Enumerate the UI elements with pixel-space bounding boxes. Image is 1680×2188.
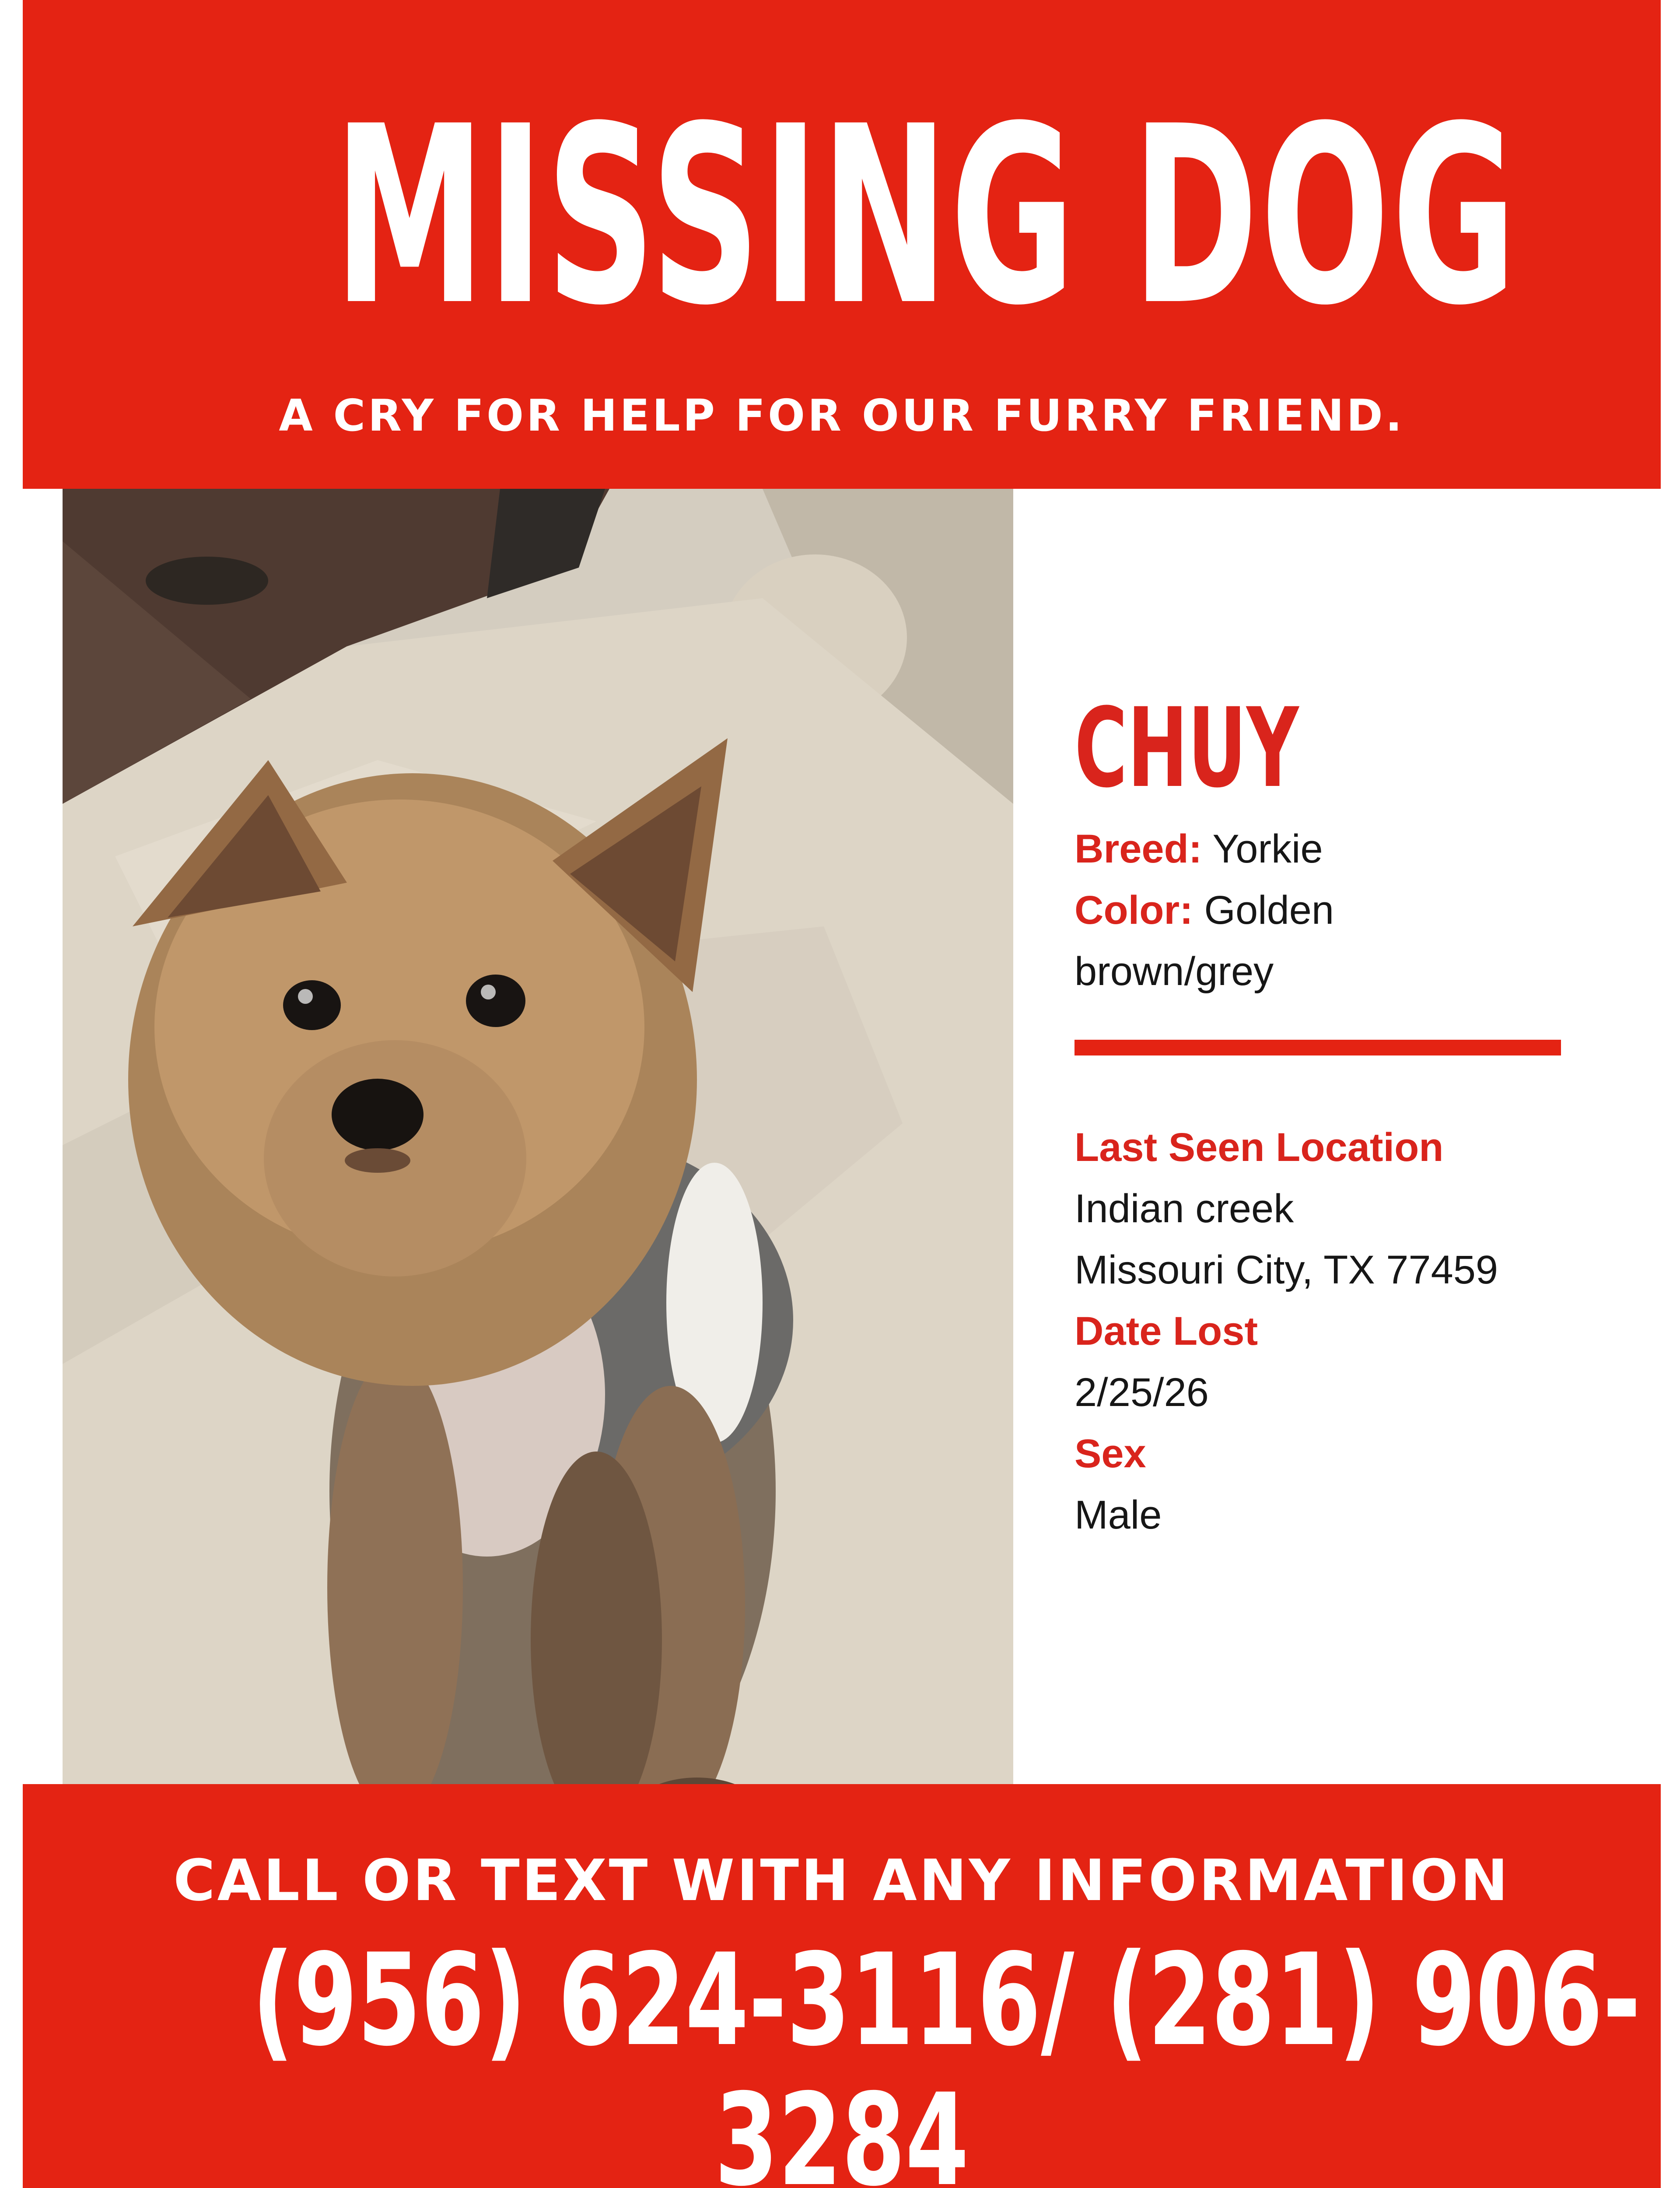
dog-photo (63, 489, 1013, 1784)
last-seen-label: Last Seen Location (1074, 1125, 1444, 1170)
flyer-title: MISSING DOG (334, 74, 1519, 359)
breed-value: Yorkie (1212, 827, 1323, 871)
section-divider (1074, 1040, 1561, 1055)
last-seen-line2: Missouri City, TX 77459 (1074, 1248, 1498, 1292)
header-banner (23, 0, 1661, 489)
last-seen-line1: Indian creek (1074, 1186, 1294, 1231)
phone-line-2: 3284 (714, 2067, 969, 2188)
breed-label: Breed: (1074, 827, 1202, 871)
date-lost-label: Date Lost (1074, 1309, 1258, 1353)
color-label: Color: (1074, 888, 1193, 933)
dog-name: CHUY (1074, 684, 1299, 812)
sex-value: Male (1074, 1493, 1162, 1537)
call-to-action: CALL OR TEXT WITH ANY INFORMATION (173, 1847, 1510, 1914)
date-lost-value: 2/25/26 (1074, 1370, 1209, 1415)
phone-line-1: (956) 624-3116/ (281) 906- (252, 1927, 1641, 2074)
color-value-line2: brown/grey (1074, 949, 1274, 994)
color-value-line1: Golden (1204, 888, 1334, 933)
sex-label: Sex (1074, 1431, 1146, 1476)
flyer-subtitle: A CRY FOR HELP FOR OUR FURRY FRIEND. (279, 390, 1405, 441)
dog-details (1074, 683, 1617, 1546)
color-row (1074, 880, 1617, 941)
footer-banner (23, 1784, 1661, 2188)
breed-row (1074, 818, 1617, 880)
